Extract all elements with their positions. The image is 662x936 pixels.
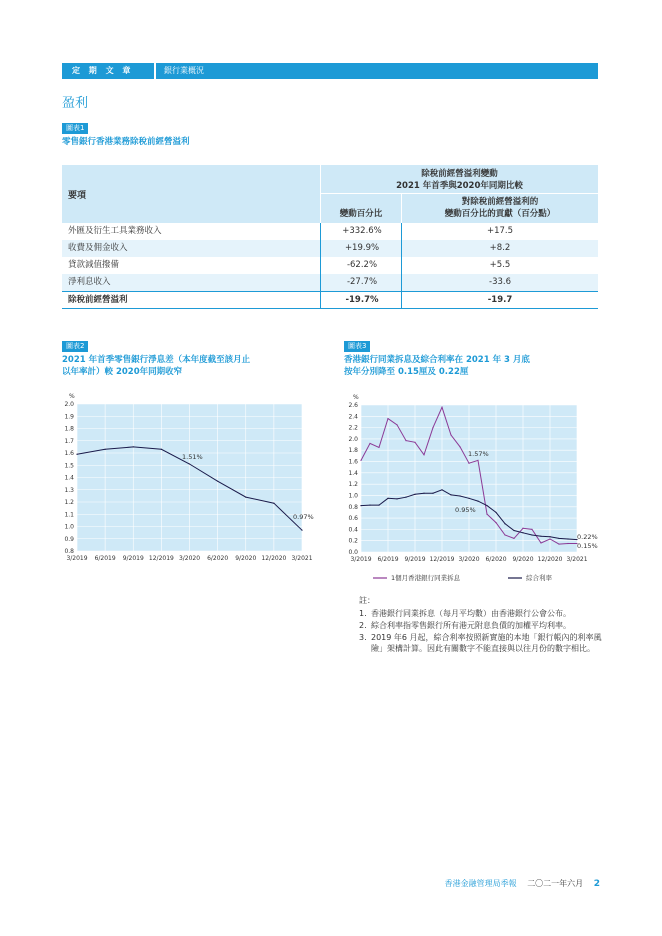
table-row: [62, 274, 598, 291]
data-point: [360, 505, 361, 506]
x-tick-label: 12/2020: [537, 556, 563, 563]
data-label: 1.57%: [468, 450, 489, 458]
chart3-title-line1: 香港銀行同業拆息及綜合利率在 2021 年 3 月底: [344, 355, 530, 365]
footer: [445, 878, 600, 889]
legend-label: 1個月香港銀行同業拆息: [391, 574, 461, 582]
data-point: [396, 424, 397, 425]
data-point: [549, 536, 550, 537]
row-divider: [320, 292, 321, 309]
data-point: [369, 504, 370, 505]
x-tick-label: 12/2019: [429, 556, 455, 563]
note-text: 綜合利率指零售銀行所有港元附息負債的加權平均利率。: [371, 621, 571, 630]
x-tick-label: 6/2020: [485, 556, 507, 563]
note-num: 1.: [359, 609, 367, 618]
table-row-total: [62, 291, 598, 309]
y-tick-label: 0.0: [348, 549, 358, 556]
col-contrib-line2: 變動百分比的貢獻（百分點）: [444, 209, 556, 219]
x-tick-label: 6/2019: [94, 555, 116, 562]
row-contrib: +17.5: [486, 226, 514, 236]
x-tick-label: 12/2019: [148, 555, 174, 562]
data-point: [432, 493, 433, 494]
header-strip: [62, 63, 598, 79]
data-point: [423, 454, 424, 455]
y-tick-label: 1.7: [64, 437, 74, 445]
data-label: 0.15%: [577, 542, 598, 550]
chart3-title: [344, 354, 530, 378]
y-tick-label: 1.2: [348, 481, 358, 489]
y-tick-label: 1.0: [64, 523, 74, 531]
col-pct-header: 變動百分比: [339, 209, 383, 219]
data-point: [105, 449, 106, 450]
data-point: [495, 512, 496, 513]
y-unit-label: %: [353, 394, 359, 401]
chart3-svg: [337, 388, 602, 588]
row-divider: [320, 274, 321, 291]
data-point: [378, 504, 379, 505]
header-section: 銀行業概況: [164, 66, 204, 75]
data-point: [245, 497, 246, 498]
data-label: 0.97%: [293, 513, 314, 521]
data-point: [76, 454, 77, 455]
y-tick-label: 1.3: [64, 486, 74, 494]
legend-label: 綜合利率: [526, 574, 552, 582]
data-point: [558, 538, 559, 539]
data-point: [477, 460, 478, 461]
data-label: 0.22%: [577, 533, 598, 541]
col-group-header: [321, 168, 598, 192]
data-point: [468, 498, 469, 499]
row-divider: [320, 257, 321, 274]
data-point: [504, 534, 505, 535]
data-point: [531, 529, 532, 530]
data-point: [459, 446, 460, 447]
note-num: 3.: [359, 633, 367, 642]
y-tick-label: 2.2: [348, 424, 358, 432]
y-tick-label: 0.2: [348, 537, 358, 545]
y-tick-label: 1.6: [348, 458, 358, 466]
data-point: [405, 497, 406, 498]
x-tick-label: 12/2020: [261, 555, 287, 562]
data-point: [217, 481, 218, 482]
data-label: 0.95%: [455, 506, 476, 514]
col-item-header: 要項: [68, 191, 87, 201]
header-divider-h: [320, 193, 598, 194]
chart3-badge: 圖表3: [344, 341, 370, 352]
row-pct: -19.7%: [345, 295, 379, 305]
y-tick-label: 2.6: [348, 402, 358, 409]
y-tick-label: 1.5: [64, 462, 74, 470]
row-pct: +19.9%: [344, 243, 380, 253]
row-divider: [320, 223, 321, 240]
data-point: [549, 538, 550, 539]
data-point: [567, 543, 568, 544]
x-tick-label: 3/2021: [291, 555, 313, 562]
x-tick-label: 9/2019: [404, 556, 426, 563]
data-point: [387, 418, 388, 419]
table1-title: 零售銀行香港業務除稅前經營溢利: [62, 137, 190, 147]
data-point: [540, 542, 541, 543]
table-row: [62, 240, 598, 257]
chart2-title-line1: 2021 年首季零售銀行淨息差（本年度截至該月止: [62, 355, 251, 365]
data-point: [161, 449, 162, 450]
row-item: 淨利息收入: [68, 277, 111, 287]
data-point: [396, 498, 397, 499]
x-tick-label: 6/2020: [207, 555, 229, 562]
row-contrib: +5.5: [489, 260, 511, 270]
data-point: [423, 493, 424, 494]
row-item: 收費及佣金收入: [68, 243, 128, 253]
x-tick-label: 6/2019: [377, 556, 399, 563]
data-point: [414, 494, 415, 495]
x-tick-label: 3/2020: [458, 556, 480, 563]
row-pct: +332.6%: [342, 226, 382, 236]
data-point: [273, 503, 274, 504]
data-point: [513, 530, 514, 531]
row-contrib: -33.6: [489, 277, 511, 287]
y-tick-label: 2.4: [348, 413, 358, 421]
data-point: [432, 427, 433, 428]
data-point: [450, 434, 451, 435]
data-label: 1.51%: [182, 453, 203, 461]
table1-header: [62, 165, 598, 223]
y-tick-label: 1.9: [64, 413, 74, 421]
note-item: [359, 620, 609, 631]
data-point: [459, 495, 460, 496]
data-point: [414, 442, 415, 443]
row-contrib: +8.2: [489, 243, 511, 253]
row-item: 貸款減值撥備: [68, 260, 120, 270]
y-tick-label: 0.8: [64, 548, 74, 555]
x-tick-label: 3/2019: [350, 556, 372, 563]
y-tick-label: 2.0: [64, 401, 74, 408]
data-point: [387, 498, 388, 499]
data-point: [378, 447, 379, 448]
y-unit-label: %: [69, 393, 75, 400]
data-point: [486, 514, 487, 515]
chart3-title-line2: 按年分別降至 0.15厘及 0.22厘: [344, 367, 469, 377]
y-tick-label: 1.2: [64, 499, 74, 506]
header-tag: 定 期 文 章: [72, 66, 134, 75]
note-text: 2019 年6 月起，綜合利率按照新實施的本地「銀行帳內的利率風險」架構計算。因此有關數字不能直接與以往月份的數字相比。: [371, 633, 602, 653]
x-tick-label: 9/2019: [122, 555, 144, 562]
data-point: [189, 463, 190, 464]
footer-date: 二〇二一年六月: [527, 879, 584, 888]
data-point: [486, 505, 487, 506]
table-row: [62, 223, 598, 240]
section-title: 盈利: [62, 96, 89, 111]
x-tick-label: 3/2020: [178, 555, 201, 562]
page-number: 2: [593, 879, 600, 889]
data-point: [450, 494, 451, 495]
row-item: 外匯及衍生工具業務收入: [68, 226, 162, 236]
y-tick-label: 1.4: [348, 469, 358, 477]
data-point: [369, 443, 370, 444]
row-pct: -62.2%: [346, 260, 378, 270]
data-point: [522, 528, 523, 529]
data-point: [495, 522, 496, 523]
table-row: [62, 257, 598, 274]
chart2-svg: [55, 388, 325, 573]
data-point: [513, 538, 514, 539]
row-item: 除稅前經營溢利: [68, 295, 128, 305]
y-tick-label: 1.1: [64, 511, 74, 519]
note-item: [359, 632, 603, 654]
data-point: [540, 536, 541, 537]
data-point: [405, 440, 406, 441]
col-contrib-line1: 對除稅前經營溢利的: [461, 197, 539, 207]
chart2-title-line2: 以年率計）較 2020年同期收窄: [62, 367, 183, 377]
header-divider: [154, 63, 156, 79]
data-point: [504, 523, 505, 524]
chart2-badge: 圖表2: [62, 341, 88, 352]
row-contrib: -19.7: [487, 295, 513, 305]
col-group-line1: 除稅前經營溢利變動: [421, 169, 498, 179]
note-num: 2.: [359, 621, 367, 630]
data-point: [567, 538, 568, 539]
x-tick-label: 9/2020: [235, 555, 257, 562]
data-point: [522, 532, 523, 533]
data-point: [441, 407, 442, 408]
data-point: [133, 446, 134, 447]
col-contrib-header: [402, 196, 598, 220]
notes-heading: 註：: [359, 596, 375, 605]
y-tick-label: 0.6: [348, 515, 358, 523]
y-tick-label: 0.8: [348, 503, 358, 511]
y-tick-label: 1.0: [348, 492, 358, 500]
y-tick-label: 1.8: [348, 447, 358, 455]
data-point: [301, 530, 302, 531]
data-point: [360, 460, 361, 461]
data-point: [531, 534, 532, 535]
footer-publication: 香港金融管理局季報: [444, 879, 517, 888]
row-divider: [320, 240, 321, 257]
y-tick-label: 2.0: [348, 435, 358, 443]
y-tick-label: 1.8: [64, 425, 74, 433]
col-group-line2: 2021 年首季與2020年同期比較: [396, 181, 523, 191]
y-tick-label: 1.4: [64, 474, 74, 482]
table1-badge: 圖表1: [62, 123, 88, 134]
x-tick-label: 3/2021: [566, 556, 588, 563]
data-point: [468, 463, 469, 464]
y-tick-label: 1.6: [64, 450, 74, 457]
x-tick-label: 3/2019: [66, 555, 88, 562]
x-tick-label: 9/2020: [512, 556, 534, 563]
note-text: 香港銀行同業拆息（每月平均數）由香港銀行公會公布。: [371, 609, 571, 618]
chart2-title: [62, 354, 250, 378]
y-tick-label: 0.9: [64, 535, 74, 543]
data-point: [558, 543, 559, 544]
note-item: [359, 608, 609, 619]
row-pct: -27.7%: [346, 277, 378, 287]
data-point: [441, 489, 442, 490]
y-tick-label: 0.4: [348, 526, 358, 534]
data-point: [477, 501, 478, 502]
